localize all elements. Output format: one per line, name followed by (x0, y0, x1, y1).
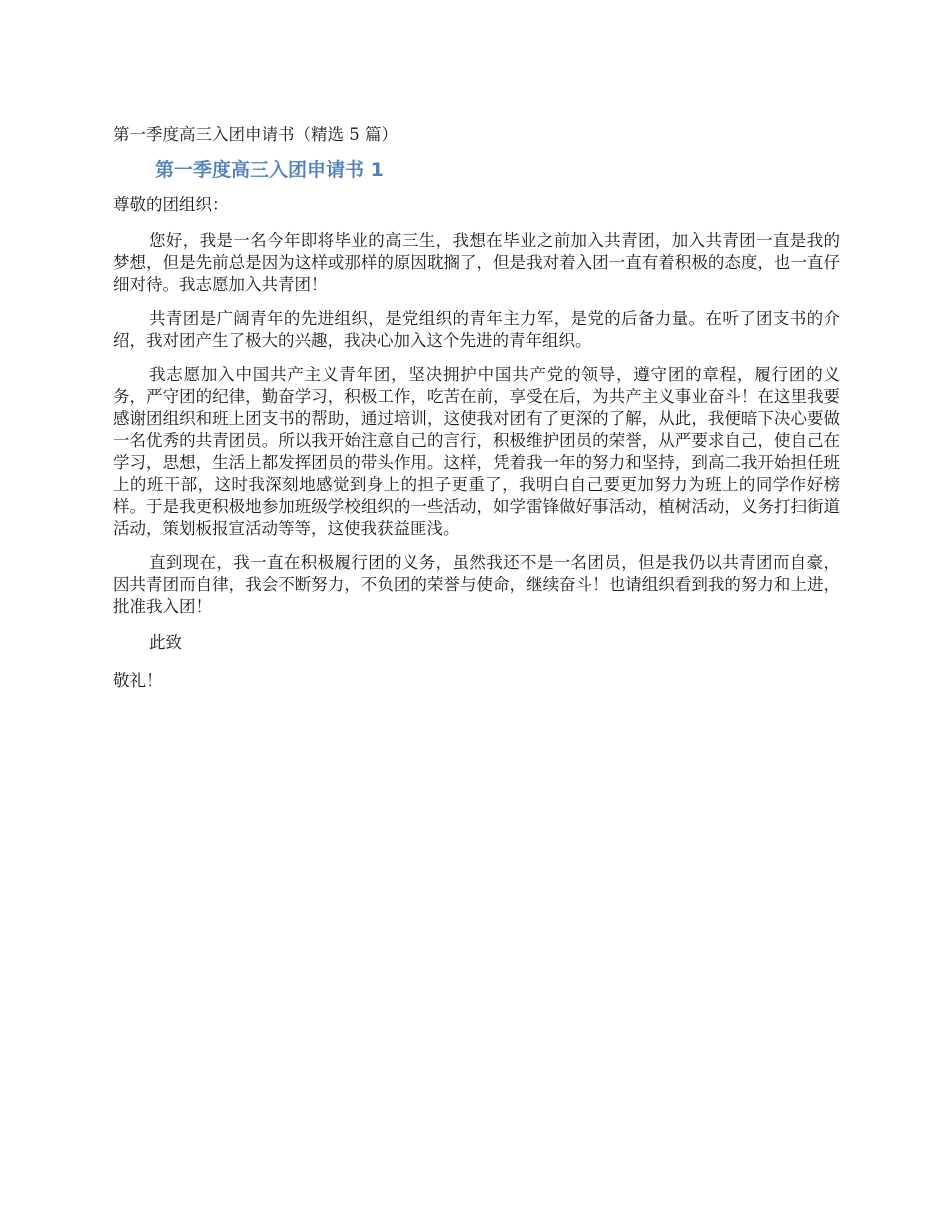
section-heading: 第一季度高三入团申请书 1 (155, 159, 384, 181)
body-paragraph-4: 直到现在，我一直在积极履行团的义务，虽然我还不是一名团员，但是我仍以共青团而自豪，因共青团而自律，我会不断努力，不负团的荣誉与使命，继续奋斗！也请组织看到我的努力和上进，批准我入团！ (113, 553, 840, 616)
body-paragraph-2: 共青团是广阔青年的先进组织，是党组织的青年主力军，是党的后备力量。在听了团支书的介绍，我对团产生了极大的兴趣，我决心加入这个先进的青年组织。 (113, 309, 840, 350)
document-title: 第一季度高三入团申请书（精选 5 篇） (113, 125, 398, 144)
salutation: 尊敬的团组织： (113, 195, 229, 214)
document-page (113, 122, 840, 706)
body-paragraph-1: 您好，我是一名今年即将毕业的高三生，我想在毕业之前加入共青团，加入共青团一直是我的梦想，但是先前总是因为这样或那样的原因耽搁了，但是我对着入团一直有着积极的态度，也一直仔细对待。我志愿加入共青团！ (113, 231, 840, 294)
closing-line-2: 敬礼！ (113, 671, 163, 690)
closing-line-1: 此致 (149, 633, 182, 652)
body-paragraph-3: 我志愿加入中国共产主义青年团，坚决拥护中国共产党的领导，遵守团的章程，履行团的义务，严守团的纪律，勤奋学习，积极工作，吃苦在前，享受在后，为共产主义事业奋斗！在这里我要感谢团组织和班上团支书的帮助，通过培训，这使我对团有了更深的了解，从此，我便暗下决心要做一名优秀的共青团员。所以我开始注意自己的言行，积极维护团员的荣誉，从严要求自己，使自己在学习，思想，生活上都发挥团员的带头作用。这样，凭着我一年的努力和坚持，到高二我开始担任班上的班干部，这时我深刻地感觉到身上的担子更重了，我明白自己要更加努力为班上的同学作好榜样。于是我更积极地参加班级学校组织的一些活动，如学雷锋做好事活动，植树活动，义务打扫街道活动，策划板报宣活动等等，这使我获益匪浅。 (113, 365, 840, 538)
